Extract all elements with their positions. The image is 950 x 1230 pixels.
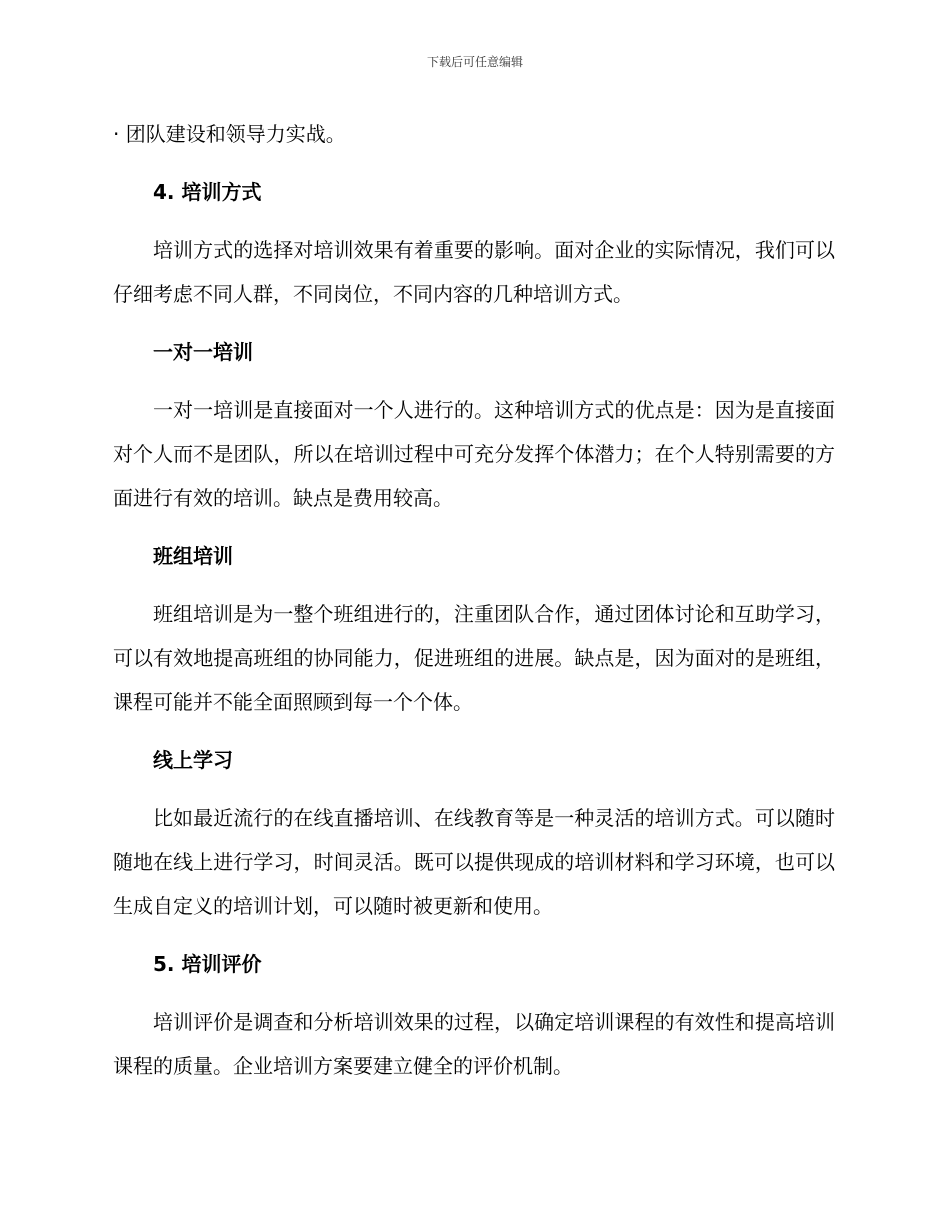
section-heading-training-methods: 4. 培训方式 [153,180,262,204]
subheading-online-learning: 线上学习 [153,748,233,772]
paragraph-online-learning: 比如最近流行的在线直播培训、在线教育等是一种灵活的培训方式。可以随时随地在线上进行学习，时间灵活。既可以提供现成的培训材料和学习环境，也可以生成自定义的培训计划，可以随时被更新和使用。 [113,806,835,918]
document-body [113,112,835,1088]
paragraph-training-methods: 培训方式的选择对培训效果有着重要的影响。面对企业的实际情况，我们可以仔细考虑不同人群，不同岗位，不同内容的几种培训方式。 [113,238,835,306]
subheading-team-training: 班组培训 [153,544,233,568]
paragraph-team-training: 班组培训是为一整个班组进行的，注重团队合作，通过团体讨论和互助学习，可以有效地提高班组的协同能力，促进班组的进展。缺点是，因为面对的是班组，课程可能并不能全面照顾到每一个个体。 [113,602,835,714]
paragraph-one-on-one: 一对一培训是直接面对一个人进行的。这种培训方式的优点是：因为是直接面对个人而不是团队，所以在培训过程中可充分发挥个体潜力；在个人特别需要的方面进行有效的培训。缺点是费用较高。 [113,398,835,510]
paragraph-training-evaluation: 培训评价是调查和分析培训效果的过程，以确定培训课程的有效性和提高培训课程的质量。企业培训方案要建立健全的评价机制。 [113,1010,835,1078]
subheading-one-on-one: 一对一培训 [153,340,253,364]
section-heading-training-evaluation: 5. 培训评价 [153,952,262,976]
bullet-item: · 团队建设和领导力实战。 [113,122,346,146]
page-header: 下载后可任意编辑 [426,55,523,69]
